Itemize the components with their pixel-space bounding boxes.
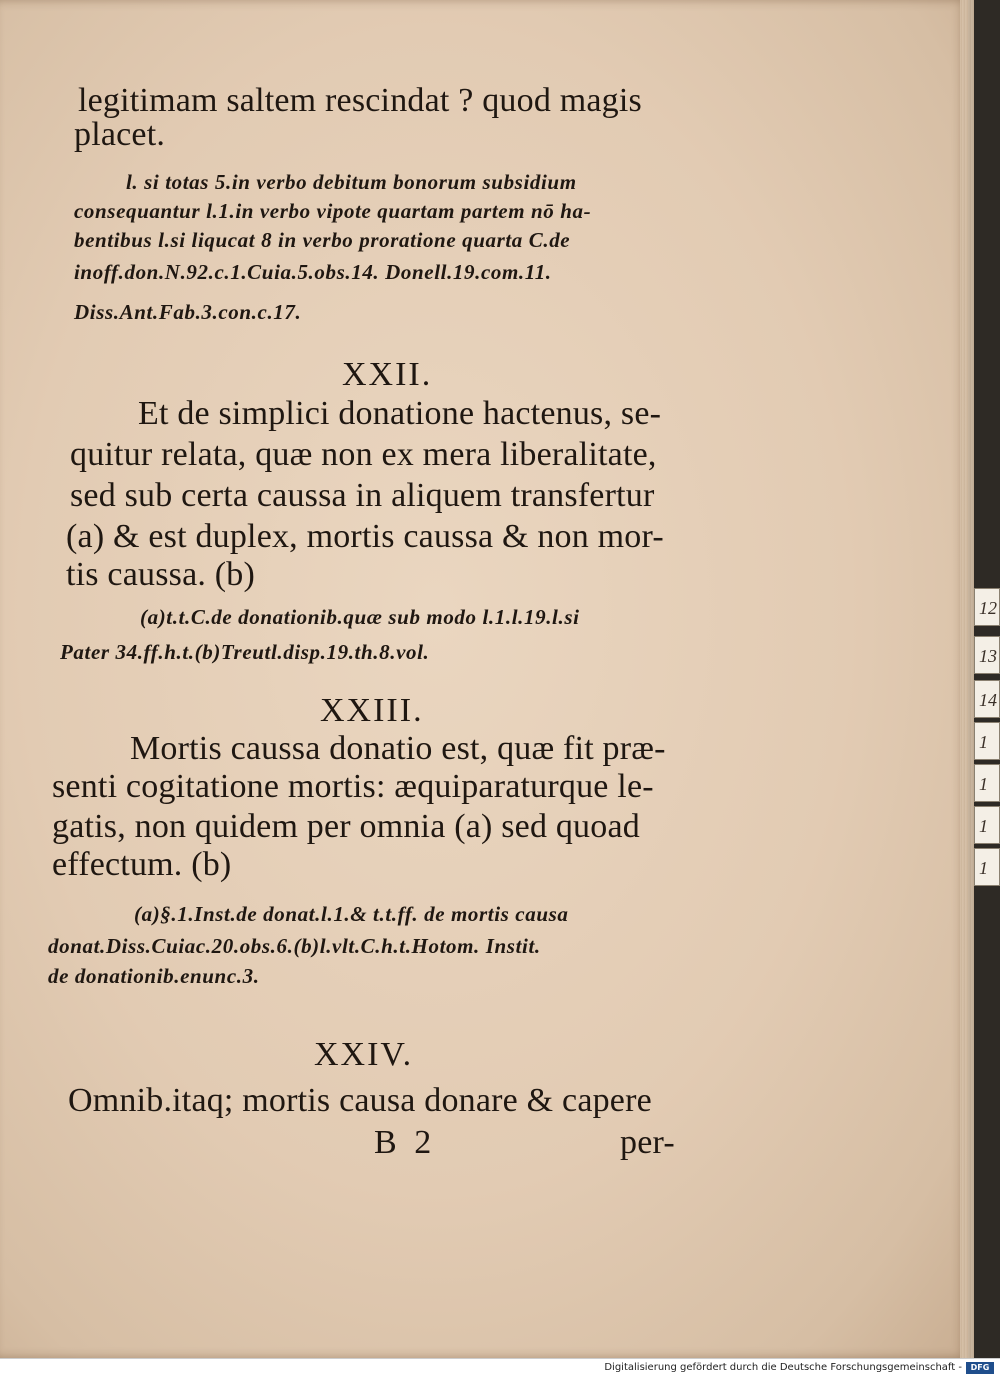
footnote-line: (a)t.t.C.de donationib.quæ sub modo l.1.l.19.l.si — [140, 605, 580, 629]
index-tab: 12 — [974, 588, 1000, 626]
footnote-line: Pater 34.ff.h.t.(b)Treutl.disp.19.th.8.vol. — [60, 640, 430, 664]
text-line: Omnib.itaq; mortis causa donare & capere — [68, 1082, 652, 1119]
section-heading: XXII. — [342, 356, 433, 393]
catchword: per- — [620, 1124, 675, 1161]
text-line: effectum. (b) — [52, 846, 232, 883]
dfg-logo-icon[interactable]: DFG — [966, 1362, 994, 1374]
footnote-line: de donationib.enunc.3. — [48, 964, 260, 988]
text-line: Et de simplici donatione hactenus, se- — [138, 395, 662, 432]
text-line: quitur relata, quæ non ex mera liberalitate, — [70, 436, 657, 473]
section-heading: XXIII. — [320, 692, 424, 729]
index-tab: 1 — [974, 722, 1000, 760]
index-tab: 14 — [974, 680, 1000, 718]
index-tab: 1 — [974, 764, 1000, 802]
index-tab: 13 — [974, 636, 1000, 674]
footnote-line: consequantur l.1.in verbo vipote quartam partem nō ha- — [74, 199, 592, 223]
index-tab: 1 — [974, 848, 1000, 886]
footnote-line: (a)§.1.Inst.de donat.l.1.& t.t.ff. de mortis causa — [134, 902, 569, 926]
text-line: legitimam saltem rescindat ? quod magis — [78, 82, 642, 119]
text-line: gatis, non quidem per omnia (a) sed quoad — [52, 808, 640, 845]
text-line: sed sub certa caussa in aliquem transfertur — [70, 477, 655, 514]
text-line: senti cogitatione mortis: æquiparaturque le- — [52, 768, 654, 805]
section-heading: XXIV. — [314, 1036, 414, 1073]
footnote-line: Diss.Ant.Fab.3.con.c.17. — [74, 300, 302, 324]
text-line: (a) & est duplex, mortis caussa & non mor- — [66, 518, 664, 555]
text-line: tis caussa. (b) — [66, 556, 256, 593]
text-line: Mortis caussa donatio est, quæ fit præ- — [130, 730, 666, 767]
footnote-line: donat.Diss.Cuiac.20.obs.6.(b)l.vlt.C.h.t.Hotom. Instit. — [48, 934, 541, 958]
index-tab: 1 — [974, 806, 1000, 844]
footnote-line: inoff.don.N.92.c.1.Cuia.5.obs.14. Donell.19.com.11. — [74, 260, 552, 284]
text-line: placet. — [74, 116, 166, 153]
footnote-line: l. si totas 5.in verbo debitum bonorum subsidium — [126, 170, 577, 194]
footnote-line: bentibus l.si liqucat 8 in verbo proratione quarta C.de — [74, 228, 571, 252]
footer-credit: Digitalisierung gefördert durch die Deutsche Forschungsgemeinschaft - — [604, 1362, 962, 1373]
page-edge — [960, 0, 974, 1358]
signature-mark: B 2 — [374, 1124, 432, 1161]
